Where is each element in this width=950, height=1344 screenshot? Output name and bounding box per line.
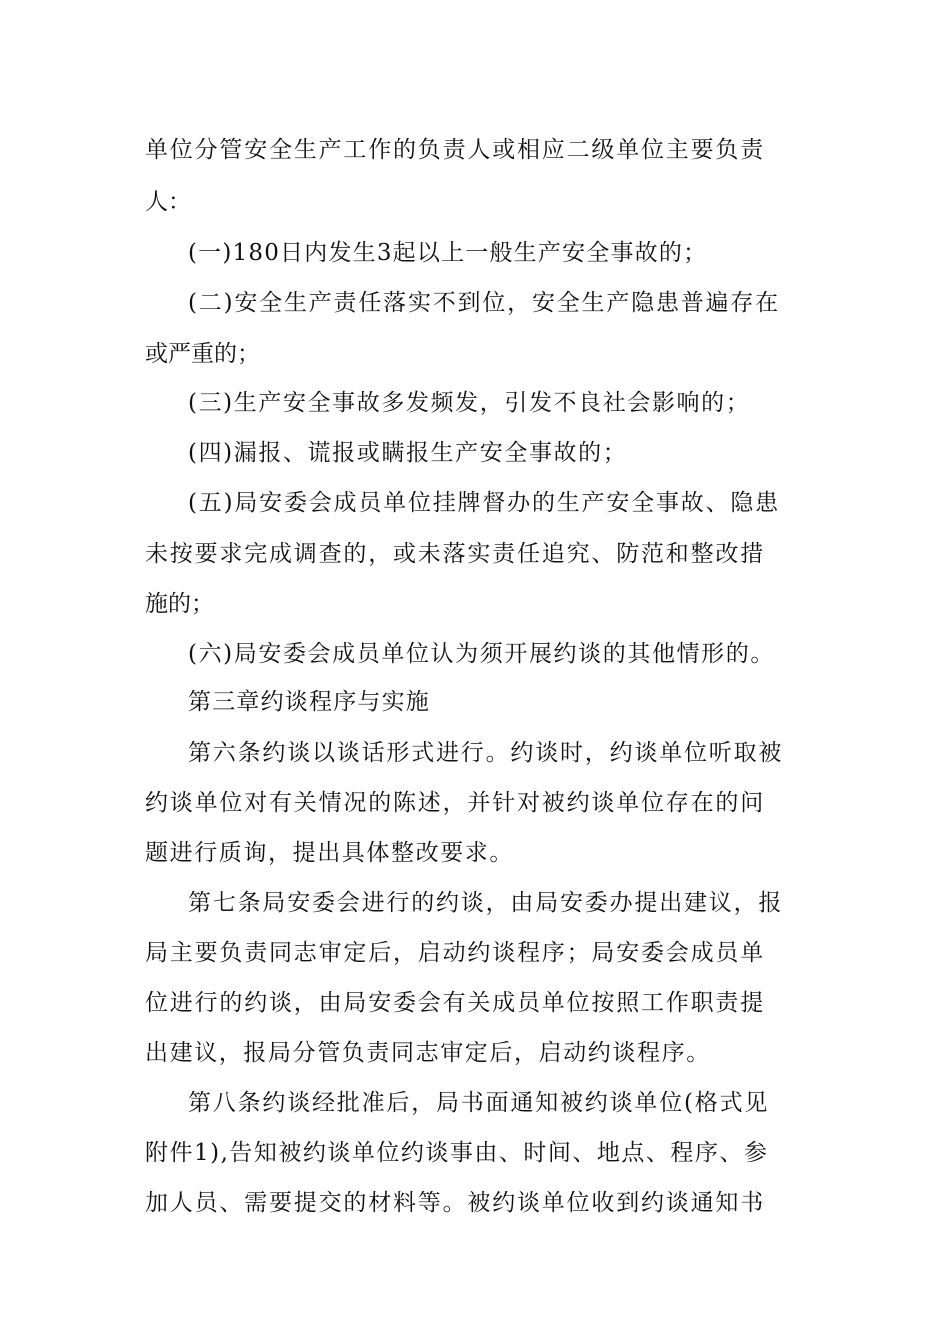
text-line: 约谈单位对有关情况的陈述，并针对被约谈单位存在的问 [145,790,765,816]
chapter-heading: 第三章约谈程序与实施 [188,689,430,715]
text-line: 附件1),告知被约谈单位约谈事由、时间、地点、程序、参 [145,1140,769,1166]
list-item: (五)局安委会成员单位挂牌督办的生产安全事故、隐患 [188,490,780,516]
text-line: 位进行的约谈，由局安委会有关成员单位按照工作职责提 [145,990,765,1016]
text-line: 第八条约谈经批准后，局书面通知被约谈单位(格式见 [188,1090,770,1116]
list-item: (三)生产安全事故多发频发，引发不良社会影响的； [188,390,751,416]
text-line: 第六条约谈以谈话形式进行。约谈时，约谈单位听取被 [188,740,784,766]
list-item: (四)漏报、谎报或瞒报生产安全事故的； [188,440,628,466]
text-line: 加人员、需要提交的材料等。被约谈单位收到约谈通知书 [145,1190,765,1216]
text-line: 人： [145,189,191,215]
text-line: 单位分管安全生产工作的负责人或相应二级单位主要负责 [145,137,765,163]
text-line: 施的； [145,591,214,617]
text-line: 未按要求完成调查的，或未落实责任追究、防范和整改措 [145,541,765,567]
text-line: 局主要负责同志审定后，启动约谈程序；局安委会成员单 [145,940,765,966]
list-item: (一)180日内发生3起以上一般生产安全事故的； [188,240,708,266]
text-line: 题进行质询，提出具体整改要求。 [145,840,514,866]
text-line: 或严重的； [145,341,260,367]
list-item: (二)安全生产责任落实不到位，安全生产隐患普遍存在 [188,290,780,316]
text-line: 出建议，报局分管负责同志审定后，启动约谈程序。 [145,1040,711,1066]
text-line: 第七条局安委会进行的约谈，由局安委办提出建议，报 [188,890,784,916]
list-item: (六)局安委会成员单位认为须开展约谈的其他情形的。 [188,641,775,667]
